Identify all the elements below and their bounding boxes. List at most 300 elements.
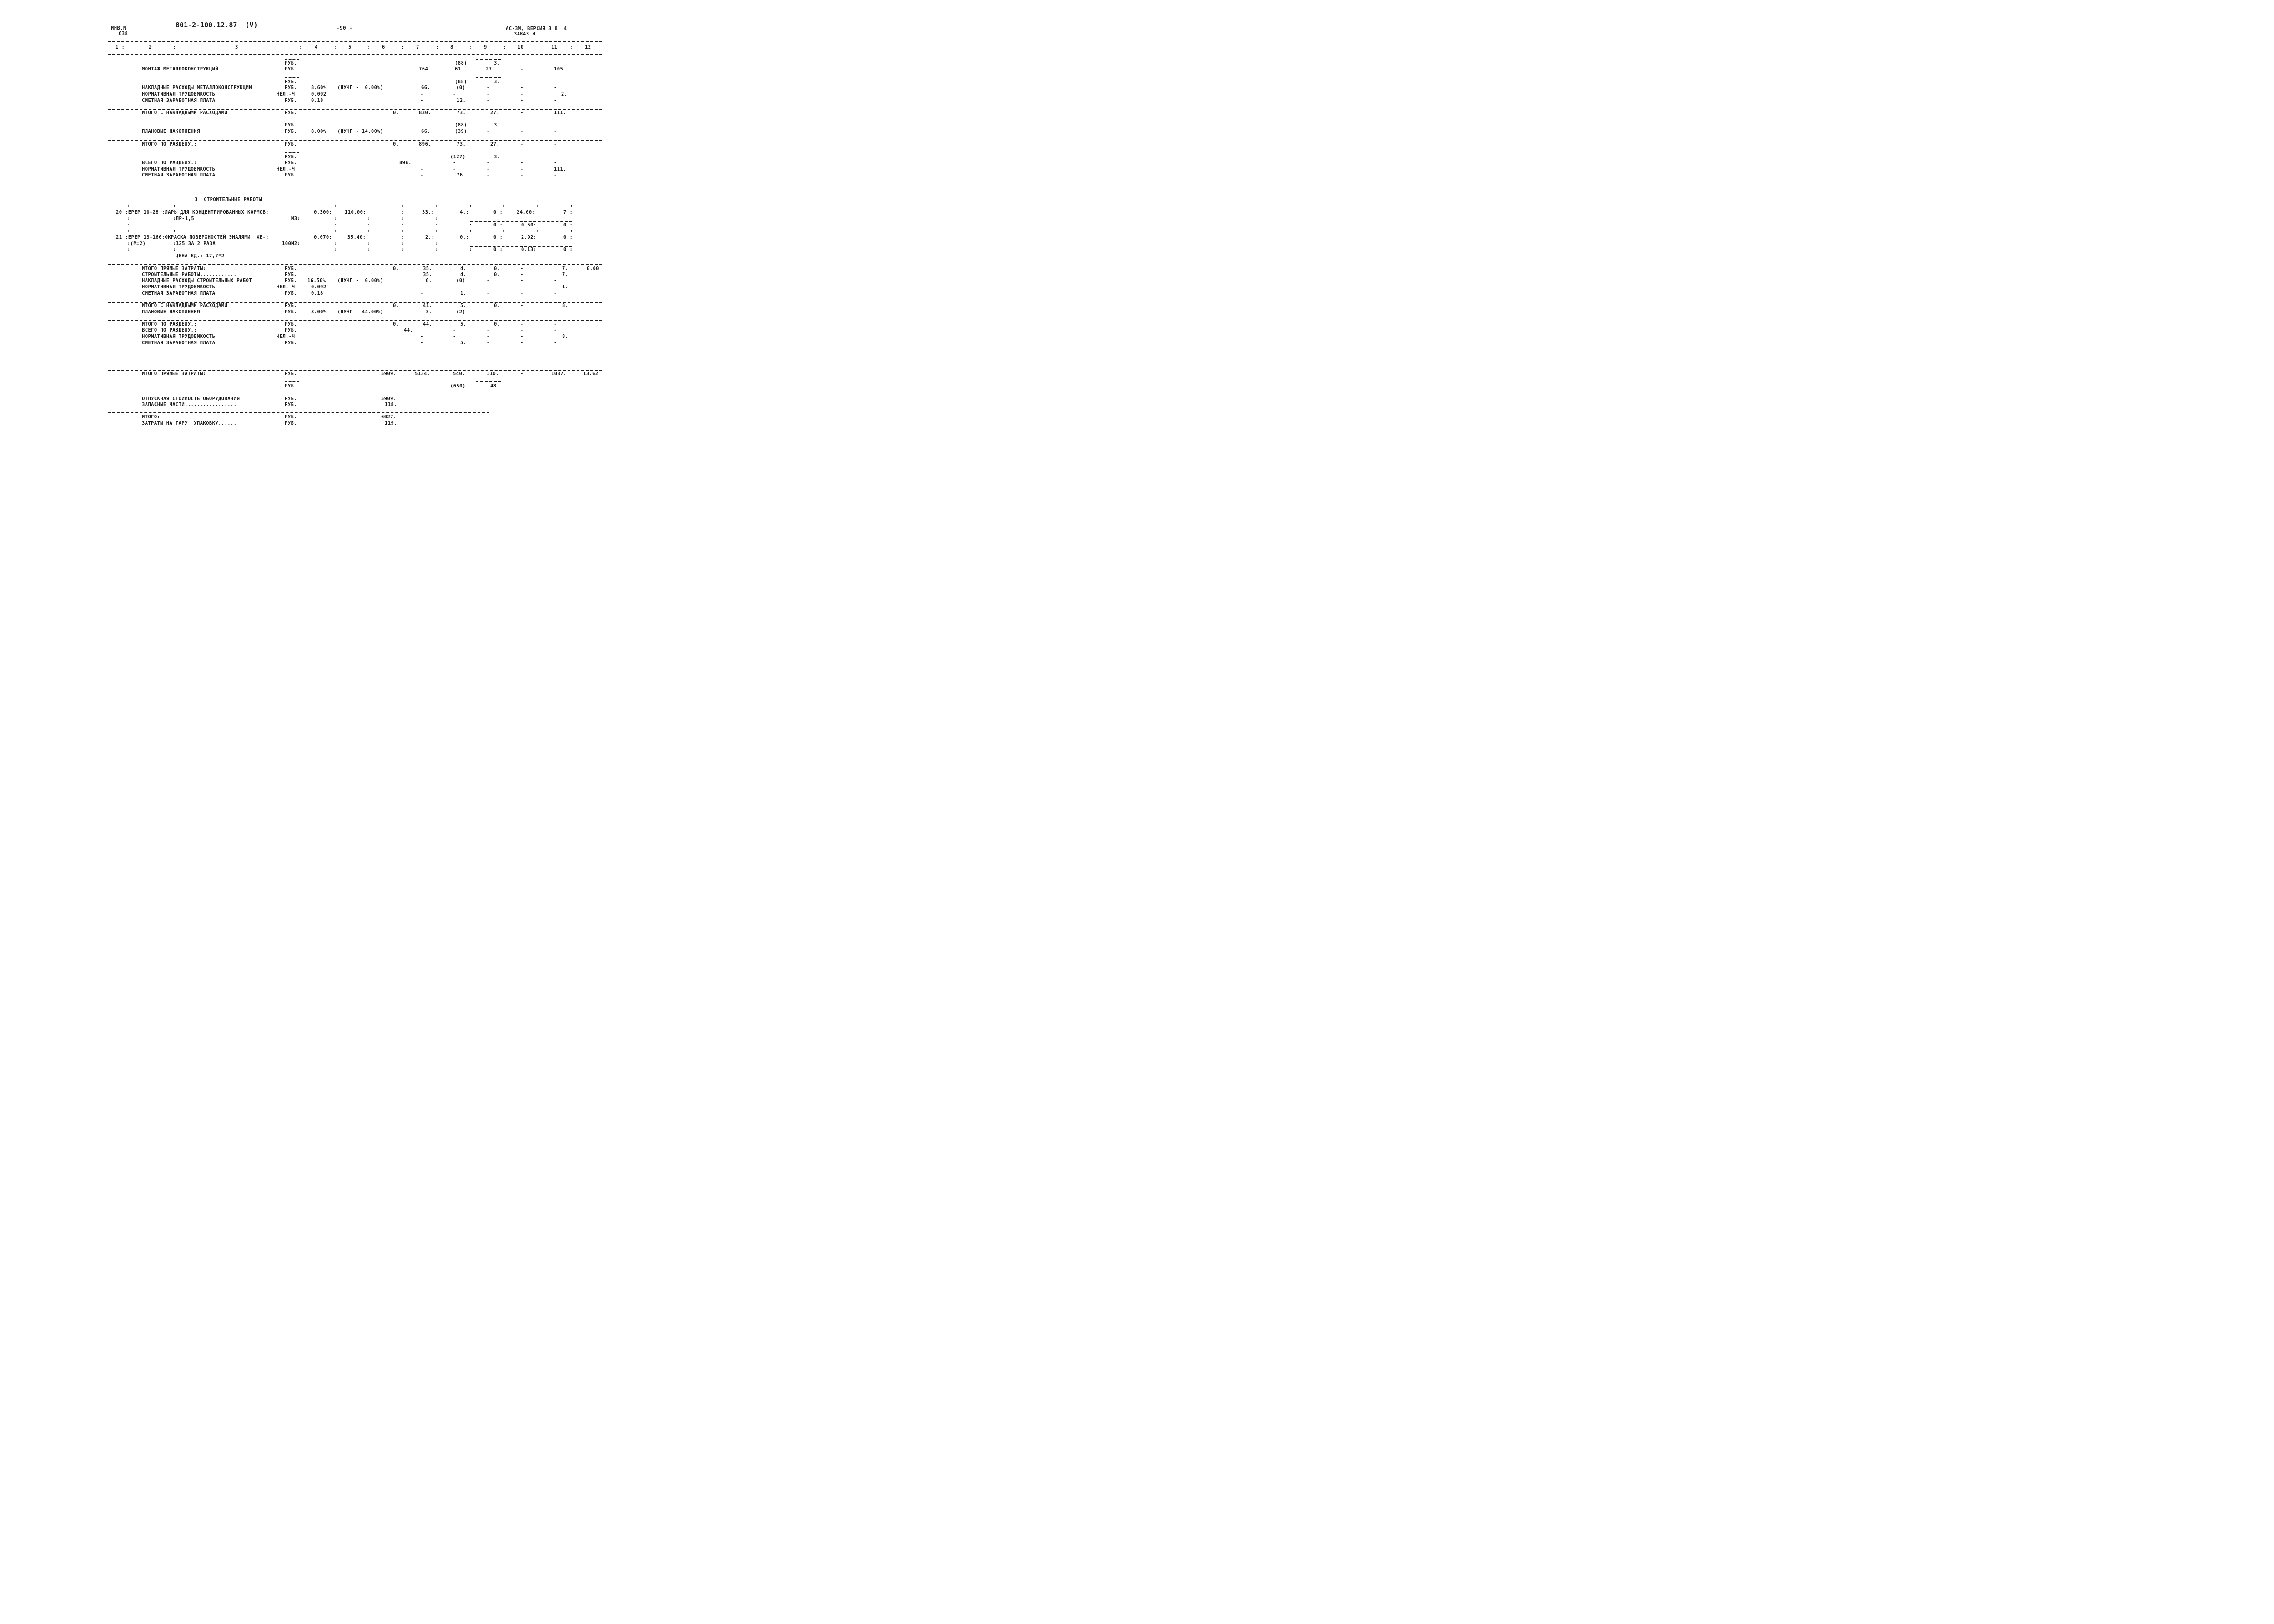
table-cell-text: - bbox=[520, 303, 523, 308]
table-cell-text: : bbox=[402, 222, 405, 228]
table-cell-text: 5. bbox=[460, 340, 467, 346]
table-cell-text: - bbox=[520, 284, 523, 290]
table-cell-text: 2.: bbox=[425, 235, 435, 240]
dashed-rule bbox=[285, 381, 299, 382]
table-cell-text: 0. bbox=[494, 272, 500, 277]
table-cell-text: РУБ. bbox=[285, 327, 297, 333]
table-cell-text: - bbox=[554, 278, 557, 283]
table-cell-text: 118. bbox=[385, 402, 397, 407]
table-cell-text: : bbox=[334, 241, 337, 246]
table-cell-text: (НУЧП - 44.00%) bbox=[337, 309, 383, 315]
table-cell-text: СМЕТНАЯ ЗАРАБОТНАЯ ПЛАТА bbox=[142, 172, 216, 178]
table-cell-text: - bbox=[420, 334, 423, 339]
table-cell-text: РУБ. bbox=[285, 141, 297, 147]
table-cell-text: 6. bbox=[426, 278, 432, 283]
table-cell-text: 0.300: bbox=[314, 210, 332, 215]
table-cell-text: : bbox=[127, 216, 131, 221]
column-number: : bbox=[299, 45, 302, 50]
table-cell-text: РУБ. bbox=[285, 322, 297, 327]
dashed-rule bbox=[285, 152, 299, 153]
table-cell-text: - bbox=[420, 166, 423, 172]
table-cell-text: ЦЕНА ЕД.: 17,7*2 bbox=[176, 253, 225, 259]
table-cell-text: - bbox=[420, 91, 423, 97]
table-cell-text: : bbox=[367, 216, 371, 221]
table-cell-text: РУБ. bbox=[285, 272, 297, 277]
table-cell-text: : bbox=[402, 216, 405, 221]
table-cell-text: 0. bbox=[494, 303, 500, 308]
table-cell-text: 0.: bbox=[563, 222, 573, 228]
table-cell-text: : bbox=[503, 203, 506, 209]
table-cell-text: : bbox=[402, 203, 405, 209]
table-cell-text: : bbox=[402, 210, 405, 215]
table-cell-text: НАКЛАДНЫЕ РАСХОДЫ МЕТАЛЛОКОНСТРУКЦИЙ bbox=[142, 85, 252, 91]
page-number: -90 - bbox=[337, 25, 353, 31]
table-cell-text: РУБ. bbox=[285, 383, 297, 389]
table-cell-text: - bbox=[453, 327, 456, 333]
table-cell-text: РУБ. bbox=[285, 154, 297, 160]
table-cell-text: 27. bbox=[490, 110, 500, 116]
table-cell-text: 44. bbox=[423, 322, 433, 327]
table-cell-text: : bbox=[435, 222, 438, 228]
column-number: 4 bbox=[315, 45, 318, 50]
table-cell-text: : bbox=[402, 247, 405, 252]
table-cell-text: - bbox=[520, 327, 523, 333]
table-cell-text: РУБ. bbox=[285, 303, 297, 308]
table-cell-text: - bbox=[554, 309, 557, 315]
table-cell-text: 110. bbox=[487, 371, 499, 377]
table-cell-text: ПЛАНОВЫЕ НАКОПЛЕНИЯ bbox=[142, 309, 200, 315]
table-cell-text: - bbox=[487, 160, 490, 166]
table-cell-text: : bbox=[127, 247, 131, 252]
dashed-rule bbox=[108, 140, 602, 141]
table-cell-text: 3. bbox=[494, 60, 500, 66]
table-cell-text: (НУЧП - 14.00%) bbox=[337, 129, 383, 134]
table-cell-text: РУБ. bbox=[285, 402, 297, 407]
table-cell-text: : bbox=[435, 247, 438, 252]
table-cell-text: ЧЕЛ.-Ч bbox=[277, 284, 295, 290]
dashed-rule bbox=[108, 54, 602, 55]
column-number: : bbox=[334, 45, 337, 50]
table-cell-text: 896. bbox=[399, 160, 412, 166]
table-cell-text: РУБ. bbox=[285, 129, 297, 134]
table-cell-text: РУБ. bbox=[285, 291, 297, 296]
table-cell-text: 830. bbox=[419, 110, 431, 116]
table-cell-text: : bbox=[570, 228, 573, 234]
table-cell-text: РУБ. bbox=[285, 79, 297, 85]
table-cell-text: - bbox=[554, 160, 557, 166]
order-number: ЗАКАЗ N bbox=[514, 31, 536, 37]
table-cell-text: РУБ. bbox=[285, 266, 297, 272]
table-cell-text: - bbox=[520, 291, 523, 296]
dashed-rule bbox=[285, 59, 299, 60]
table-cell-text: 105. bbox=[554, 66, 566, 72]
table-cell-text: ИТОГО ПО РАЗДЕЛУ.: bbox=[142, 322, 197, 327]
dashed-rule bbox=[476, 381, 501, 382]
table-cell-text: НОРМАТИВНАЯ ТРУДОЕМКОСТЬ bbox=[142, 284, 216, 290]
column-number: 12 bbox=[585, 45, 591, 50]
table-cell-text: - bbox=[487, 278, 490, 283]
column-number: : bbox=[401, 45, 404, 50]
column-number: : bbox=[436, 45, 439, 50]
table-cell-text: - bbox=[520, 141, 523, 147]
table-cell-text: 27. bbox=[490, 141, 500, 147]
table-cell-text: :ЛР-1,5 bbox=[173, 216, 195, 221]
table-cell-text: 0.18 bbox=[311, 98, 323, 103]
table-cell-text: : bbox=[367, 222, 371, 228]
column-number: 8 bbox=[450, 45, 453, 50]
table-cell-text: : bbox=[173, 228, 176, 234]
table-cell-text: 0.: bbox=[563, 235, 573, 240]
table-cell-text: (НУЧП - 0.00%) bbox=[337, 85, 383, 91]
table-cell-text: 8.00% bbox=[311, 309, 327, 315]
table-cell-text: 12. bbox=[457, 98, 466, 103]
table-cell-text: :125 ЗА 2 РАЗА bbox=[173, 241, 216, 246]
table-cell-text: 2. bbox=[561, 91, 568, 97]
table-cell-text: 0.50: bbox=[521, 222, 537, 228]
table-cell-text: - bbox=[520, 66, 523, 72]
table-cell-text: : bbox=[367, 247, 371, 252]
table-cell-text: 8. bbox=[562, 334, 568, 339]
table-cell-text: (0) bbox=[456, 278, 466, 283]
table-cell-text: 61. bbox=[455, 66, 464, 72]
table-cell-text: 3. bbox=[494, 154, 500, 160]
table-cell-text: (НУЧП - 0.00%) bbox=[337, 278, 383, 283]
table-cell-text: 0. bbox=[393, 303, 399, 308]
table-cell-text: 73. bbox=[457, 110, 466, 116]
table-cell-text: РУБ. bbox=[285, 66, 297, 72]
table-cell-text: - bbox=[554, 85, 557, 91]
program-version: АС-3М, ВЕРСИЯ 3.8 4 bbox=[506, 26, 567, 31]
dashed-rule bbox=[476, 77, 501, 78]
table-cell-text: 0.070: bbox=[314, 235, 332, 240]
dashed-rule bbox=[108, 412, 489, 413]
table-cell-text: ИТОГО С НАКЛАДНЫМИ РАСХОДАМИ bbox=[142, 110, 228, 116]
table-cell-text: - bbox=[554, 141, 557, 147]
table-cell-text: 44. bbox=[404, 327, 413, 333]
table-cell-text: : bbox=[402, 228, 405, 234]
table-cell-text: ЧЕЛ.-Ч bbox=[277, 334, 295, 339]
table-cell-text: СМЕТНАЯ ЗАРАБОТНАЯ ПЛАТА bbox=[142, 340, 216, 346]
table-cell-text: - bbox=[453, 160, 456, 166]
table-cell-text: - bbox=[554, 291, 557, 296]
table-cell-text: - bbox=[520, 340, 523, 346]
table-cell-text: 0. bbox=[393, 322, 399, 327]
table-cell-text: РУБ. bbox=[285, 110, 297, 116]
table-cell-text: 111. bbox=[554, 110, 566, 116]
table-cell-text: 5. bbox=[460, 303, 467, 308]
table-cell-text: : bbox=[435, 241, 438, 246]
table-cell-text: - bbox=[520, 309, 523, 315]
table-cell-text: 0. bbox=[494, 322, 500, 327]
table-cell-text: - bbox=[487, 166, 490, 172]
inventory-label: ИНВ.N bbox=[111, 25, 126, 31]
table-cell-text: - bbox=[520, 110, 523, 116]
table-cell-text: 1. bbox=[460, 291, 467, 296]
table-cell-text: ИТОГО ПРЯМЫЕ ЗАТРАТЫ: bbox=[142, 266, 206, 272]
table-cell-text: 764. bbox=[419, 66, 431, 72]
column-number: : bbox=[503, 45, 506, 50]
table-cell-text: МОНТАЖ МЕТАЛЛОКОНСТРУКЦИЙ....... bbox=[142, 66, 240, 72]
table-cell-text: (0) bbox=[456, 85, 466, 91]
column-number: : bbox=[173, 45, 176, 50]
table-cell-text: 5. bbox=[460, 322, 467, 327]
table-cell-text: НОРМАТИВНАЯ ТРУДОЕМКОСТЬ bbox=[142, 334, 216, 339]
table-cell-text: : bbox=[402, 241, 405, 246]
table-cell-text: 7.: bbox=[563, 210, 573, 215]
table-cell-text: РУБ. bbox=[285, 160, 297, 166]
table-cell-text: ЗАТРАТЫ НА ТАРУ УПАКОВКУ...... bbox=[142, 421, 237, 426]
table-cell-text: : bbox=[173, 203, 176, 209]
table-cell-text: 76. bbox=[457, 172, 466, 178]
table-cell-text: (39) bbox=[455, 129, 467, 134]
table-cell-text: 3. bbox=[426, 309, 432, 315]
column-number: 2 bbox=[149, 45, 152, 50]
dashed-rule bbox=[285, 77, 299, 78]
table-cell-text: - bbox=[487, 129, 490, 134]
table-cell-text: - bbox=[554, 327, 557, 333]
dashed-rule bbox=[108, 370, 602, 371]
column-number: : bbox=[367, 45, 371, 50]
table-cell-text: (2) bbox=[456, 309, 466, 315]
table-cell-text: : bbox=[503, 228, 506, 234]
table-cell-text: СМЕТНАЯ ЗАРАБОТНАЯ ПЛАТА bbox=[142, 291, 216, 296]
table-cell-text: - bbox=[554, 322, 557, 327]
table-cell-text: М3: bbox=[291, 216, 301, 221]
table-cell-text: : bbox=[570, 203, 573, 209]
table-cell-text: 0.: bbox=[563, 247, 573, 252]
table-cell-text: : bbox=[367, 228, 371, 234]
table-cell-text: - bbox=[520, 266, 523, 272]
column-number: : bbox=[570, 45, 574, 50]
table-cell-text: 0.092 bbox=[311, 284, 327, 290]
table-cell-text: РУБ. bbox=[285, 122, 297, 128]
table-cell-text: 0.: bbox=[493, 235, 503, 240]
column-number: 11 bbox=[551, 45, 558, 50]
table-cell-text: 896. bbox=[419, 141, 431, 147]
table-cell-text: 8.00% bbox=[311, 129, 327, 134]
table-cell-text: : bbox=[469, 222, 472, 228]
table-cell-text: 8.60% bbox=[311, 85, 327, 91]
table-cell-text: - bbox=[453, 334, 456, 339]
table-cell-text: : bbox=[127, 222, 131, 228]
table-cell-text: - bbox=[520, 322, 523, 327]
table-cell-text: 1. bbox=[562, 284, 568, 290]
table-cell-text: - bbox=[487, 309, 490, 315]
table-cell-text: - bbox=[520, 91, 523, 97]
table-cell-text: 0.13: bbox=[521, 247, 537, 252]
table-cell-text: - bbox=[520, 85, 523, 91]
table-cell-text: НОРМАТИВНАЯ ТРУДОЕМКОСТЬ bbox=[142, 166, 216, 172]
table-cell-text: ИТОГО ПРЯМЫЕ ЗАТРАТЫ: bbox=[142, 371, 206, 377]
column-number: : bbox=[537, 45, 540, 50]
table-cell-text: - bbox=[554, 172, 557, 178]
table-cell-text: 73. bbox=[457, 141, 466, 147]
table-cell-text: 4.: bbox=[460, 210, 469, 215]
table-cell-text: - bbox=[487, 327, 490, 333]
table-cell-text: ИТОГО С НАКЛАДНЫМИ РАСХОДАМИ bbox=[142, 303, 228, 308]
table-cell-text: 66. bbox=[421, 129, 431, 134]
table-cell-text: РУБ. bbox=[285, 309, 297, 315]
table-cell-text: - bbox=[420, 291, 423, 296]
table-cell-text: 3. bbox=[494, 79, 500, 85]
table-cell-text: : bbox=[127, 228, 131, 234]
table-cell-text: ПЛАНОВЫЕ НАКОПЛЕНИЯ bbox=[142, 129, 200, 134]
table-cell-text: НОРМАТИВНАЯ ТРУДОЕМКОСТЬ bbox=[142, 91, 216, 97]
table-cell-text: : bbox=[435, 216, 438, 221]
table-cell-text: ЧЕЛ.-Ч bbox=[277, 166, 295, 172]
table-cell-text: : bbox=[469, 203, 472, 209]
table-cell-text: РУБ. bbox=[285, 396, 297, 402]
table-cell-text: - bbox=[520, 272, 523, 277]
table-cell-text: - bbox=[453, 284, 456, 290]
table-cell-text: - bbox=[487, 284, 490, 290]
table-cell-text: - bbox=[487, 85, 490, 91]
table-cell-text: - bbox=[487, 98, 490, 103]
table-cell-text: 35. bbox=[423, 266, 433, 272]
dashed-rule bbox=[108, 41, 602, 42]
table-cell-text: - bbox=[520, 160, 523, 166]
table-cell-text: 0.: bbox=[493, 247, 503, 252]
table-cell-text: : bbox=[435, 203, 438, 209]
table-cell-text: РУБ. bbox=[285, 172, 297, 178]
table-cell-text: - bbox=[487, 340, 490, 346]
table-cell-text: : bbox=[536, 203, 539, 209]
table-cell-text: 110.00: bbox=[345, 210, 367, 215]
table-cell-text: 100М2: bbox=[282, 241, 301, 246]
table-cell-text: ЧЕЛ.-Ч bbox=[277, 91, 295, 97]
column-number: 9 bbox=[484, 45, 487, 50]
column-number: 6 bbox=[382, 45, 385, 50]
table-cell-text: : bbox=[469, 247, 472, 252]
table-cell-text: 13.62 bbox=[583, 371, 599, 377]
table-cell-text: РУБ. bbox=[285, 60, 297, 66]
table-cell-text: : bbox=[402, 235, 405, 240]
table-cell-text: 4. bbox=[460, 272, 467, 277]
table-cell-text: 0. bbox=[393, 141, 399, 147]
table-cell-text: 0.: bbox=[460, 235, 469, 240]
table-cell-text: ИТОГО: bbox=[142, 414, 161, 420]
table-cell-text: 7. bbox=[562, 266, 568, 272]
table-cell-text: ИТОГО ПО РАЗДЕЛУ.: bbox=[142, 141, 197, 147]
table-cell-text: (127) bbox=[450, 154, 466, 160]
table-cell-text: 27. bbox=[486, 66, 495, 72]
table-cell-text: - bbox=[520, 98, 523, 103]
table-cell-text: 41. bbox=[423, 303, 433, 308]
table-cell-text: 2.92: bbox=[521, 235, 537, 240]
table-cell-text: РУБ. bbox=[285, 421, 297, 426]
document-code-stamp: 801-2-100.12.87 (V) bbox=[176, 21, 258, 29]
table-cell-text: : bbox=[435, 228, 438, 234]
table-cell-text: 540. bbox=[453, 371, 465, 377]
document-page bbox=[0, 0, 713, 508]
table-cell-text: - bbox=[487, 291, 490, 296]
table-cell-text: 0. bbox=[494, 266, 500, 272]
table-cell-text: (88) bbox=[455, 79, 467, 85]
table-cell-text: 3. bbox=[494, 122, 500, 128]
column-number: 5 bbox=[348, 45, 352, 50]
table-cell-text: - bbox=[487, 91, 490, 97]
table-cell-text: РУБ. bbox=[285, 414, 297, 420]
column-number: 7 bbox=[416, 45, 419, 50]
table-cell-text: 33.: bbox=[422, 210, 434, 215]
table-cell-text: : bbox=[334, 247, 337, 252]
table-cell-text: - bbox=[520, 371, 523, 377]
table-cell-text: - bbox=[487, 172, 490, 178]
table-cell-text: 6027. bbox=[381, 414, 397, 420]
table-cell-text: - bbox=[520, 334, 523, 339]
table-cell-text: 3 СТРОИТЕЛЬНЫЕ РАБОТЫ bbox=[195, 197, 262, 202]
table-cell-text: 5134. bbox=[415, 371, 430, 377]
table-cell-text: 7. bbox=[562, 272, 568, 277]
table-cell-text: : bbox=[127, 203, 131, 209]
table-cell-text: - bbox=[420, 172, 423, 178]
table-cell-text: 20 :ЕРЕР 10-28 :ЛАРЬ ДЛЯ КОНЦЕНТРИРОВАННЫХ КОРМОВ: bbox=[116, 210, 269, 215]
dashed-rule bbox=[476, 59, 501, 60]
table-cell-text: РУБ. bbox=[285, 340, 297, 346]
column-number: 3 bbox=[235, 45, 238, 50]
table-cell-text: - bbox=[420, 98, 423, 103]
table-cell-text: 0. bbox=[393, 110, 399, 116]
table-cell-text: 4. bbox=[460, 266, 467, 272]
table-cell-text: ЗАПАСНЫЕ ЧАСТИ................. bbox=[142, 402, 237, 407]
table-cell-text: : bbox=[334, 228, 337, 234]
table-cell-text: 0.: bbox=[493, 222, 503, 228]
table-cell-text: 5909. bbox=[381, 371, 397, 377]
table-cell-text: 16.50% bbox=[307, 278, 326, 283]
table-cell-text: - bbox=[520, 166, 523, 172]
table-cell-text: : bbox=[367, 241, 371, 246]
table-cell-text: : bbox=[173, 247, 176, 252]
dashed-rule bbox=[108, 264, 602, 265]
table-cell-text: РУБ. bbox=[285, 85, 297, 91]
table-cell-text: - bbox=[520, 129, 523, 134]
table-cell-text: - bbox=[520, 278, 523, 283]
column-number: 10 bbox=[518, 45, 524, 50]
column-number: : bbox=[469, 45, 473, 50]
table-cell-text: - bbox=[554, 340, 557, 346]
table-cell-text: 0.18 bbox=[311, 291, 323, 296]
inventory-number: 638 bbox=[119, 31, 128, 36]
table-cell-text: 111. bbox=[554, 166, 566, 172]
table-cell-text: - bbox=[420, 284, 423, 290]
table-cell-text: : bbox=[334, 222, 337, 228]
table-cell-text: НАКЛАДНЫЕ РАСХОДЫ СТРОИТЕЛЬНЫХ РАБОТ bbox=[142, 278, 252, 283]
table-cell-text: 48. bbox=[490, 383, 500, 389]
dashed-rule bbox=[470, 221, 572, 222]
table-cell-text: 5909. bbox=[381, 396, 397, 402]
table-cell-text: СТРОИТЕЛЬНЫЕ РАБОТЫ............ bbox=[142, 272, 237, 277]
table-cell-text: 35. bbox=[423, 272, 433, 277]
table-cell-text: : bbox=[334, 216, 337, 221]
table-cell-text: - bbox=[520, 172, 523, 178]
dashed-rule bbox=[108, 320, 602, 321]
table-cell-text: ВСЕГО ПО РАЗДЕЛУ.: bbox=[142, 327, 197, 333]
table-cell-text: ОТПУСКНАЯ СТОИМОСТЬ ОБОРУДОВАНИЯ bbox=[142, 396, 240, 402]
table-cell-text: : bbox=[334, 203, 337, 209]
table-cell-text: - bbox=[554, 129, 557, 134]
column-number: 1 : bbox=[116, 45, 125, 50]
table-cell-text: 66. bbox=[421, 85, 431, 91]
table-cell-text: 0.092 bbox=[311, 91, 327, 97]
table-cell-text: 0. bbox=[393, 266, 399, 272]
table-cell-text: 24.00: bbox=[517, 210, 535, 215]
table-cell-text: : bbox=[469, 228, 472, 234]
table-cell-text: 21 :ЕРЕР 13-160:ОКРАСКА ПОВЕРХНОСТЕЙ ЭМАЛЯМИ ХВ-: bbox=[116, 235, 269, 240]
table-cell-text: 0.00 bbox=[587, 266, 599, 272]
table-cell-text: - bbox=[420, 340, 423, 346]
table-cell-text: :(М=2) bbox=[127, 241, 146, 246]
table-cell-text: (88) bbox=[455, 60, 467, 66]
